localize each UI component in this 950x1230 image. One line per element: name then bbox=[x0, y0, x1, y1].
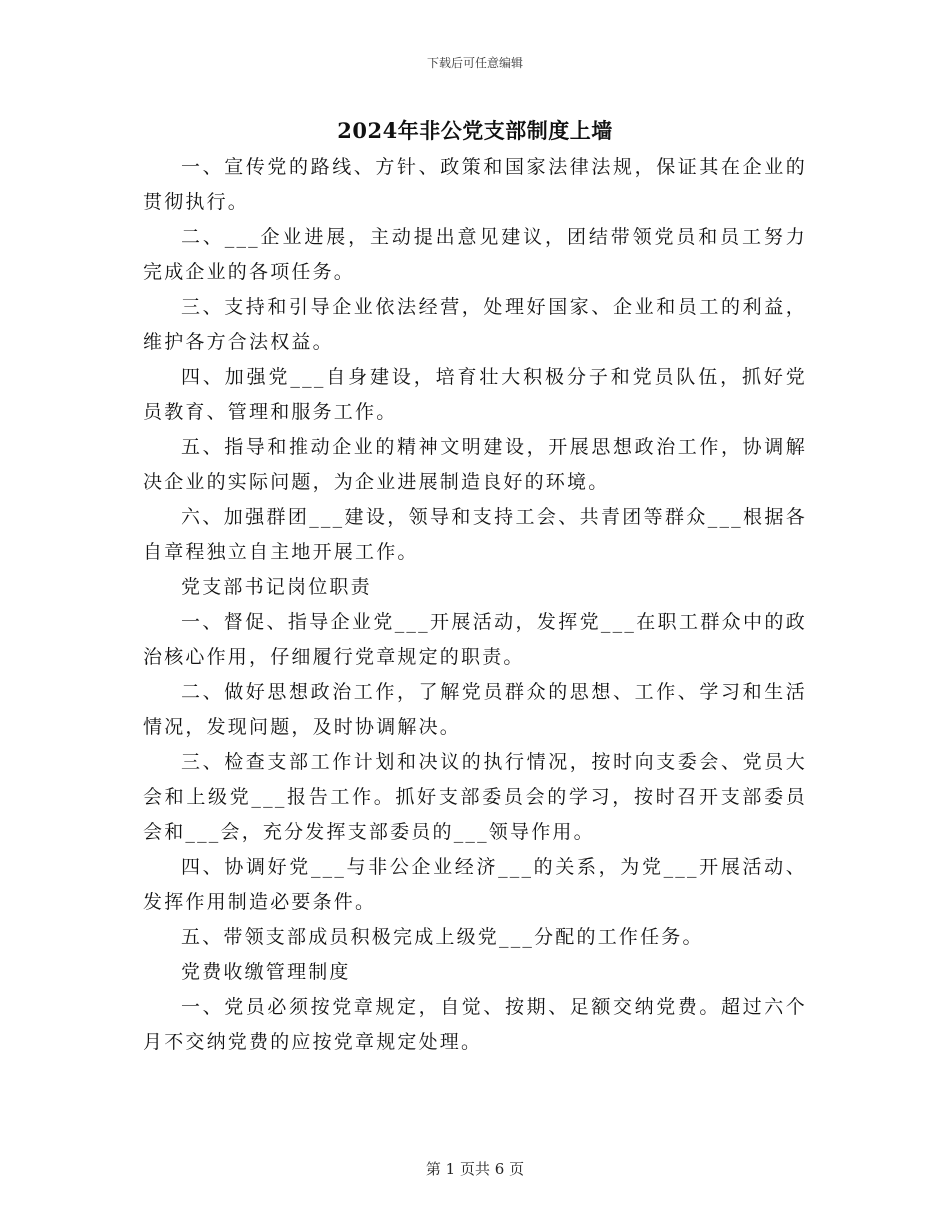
paragraph: 一、宣传党的路线、方针、政策和国家法律法规，保证其在企业的贯彻执行。 bbox=[143, 156, 807, 213]
document-body bbox=[143, 150, 807, 1060]
paragraph: 一、督促、指导企业党___开展活动，发挥党___在职工群众中的政治核心作用，仔细履行党章规定的职责。 bbox=[143, 611, 807, 668]
paragraph: 二、___企业进展，主动提出意见建议，团结带领党员和员工努力完成企业的各项任务。 bbox=[143, 226, 807, 283]
document-title: 2024年非公党支部制度上墙 bbox=[337, 118, 613, 143]
paragraph: 五、指导和推动企业的精神文明建设，开展思想政治工作，协调解决企业的实际问题，为企业进展制造良好的环境。 bbox=[143, 436, 807, 493]
section-heading: 党费收缴管理制度 bbox=[181, 961, 351, 983]
section-heading: 党支部书记岗位职责 bbox=[181, 576, 372, 598]
paragraph: 四、加强党___自身建设，培育壮大积极分子和党员队伍，抓好党员教育、管理和服务工作。 bbox=[143, 366, 807, 423]
paragraph: 二、做好思想政治工作，了解党员群众的思想、工作、学习和生活情况，发现问题，及时协调解决。 bbox=[143, 681, 807, 738]
paragraph: 一、党员必须按党章规定，自觉、按期、足额交纳党费。超过六个月不交纳党费的应按党章规定处理。 bbox=[143, 996, 807, 1053]
paragraph: 五、带领支部成员积极完成上级党___分配的工作任务。 bbox=[181, 926, 704, 948]
paragraph: 三、支持和引导企业依法经营，处理好国家、企业和员工的利益，维护各方合法权益。 bbox=[143, 296, 807, 353]
paragraph: 六、加强群团___建设，领导和支持工会、共青团等群众___根据各自章程独立自主地开展工作。 bbox=[143, 506, 807, 563]
header-note: 下载后可任意编辑 bbox=[426, 56, 523, 70]
page-number: 第 1 页共 6 页 bbox=[425, 1160, 525, 1178]
paragraph: 三、检查支部工作计划和决议的执行情况，按时向支委会、党员大会和上级党___报告工作。抓好支部委员会的学习，按时召开支部委员会和___会，充分发挥支部委员的___领导作用。 bbox=[143, 751, 807, 843]
paragraph: 四、协调好党___与非公企业经济___的关系，为党___开展活动、发挥作用制造必要条件。 bbox=[143, 856, 807, 913]
